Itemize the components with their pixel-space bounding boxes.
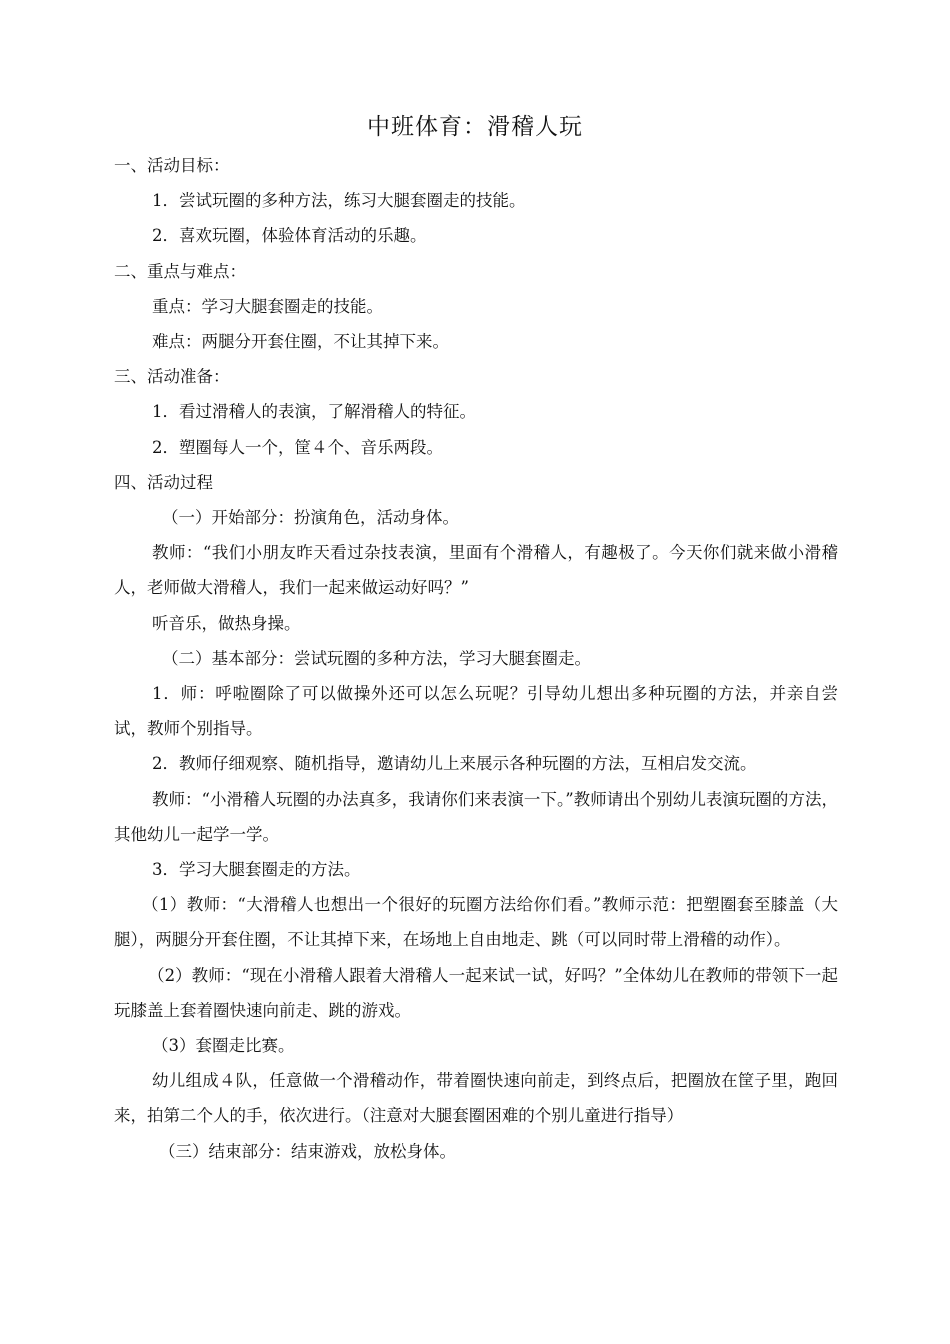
page-title: 中班体育：滑稽人玩 bbox=[367, 114, 583, 140]
section-heading-preparation: 三、活动准备： bbox=[114, 367, 230, 387]
process-substep-1: （1）教师：“大滑稽人也想出一个很好的玩圈方法给你们看。”教师示范：把塑圈套至膝盖（大腿），两腿分开套住圈，不让其掉下来，在场地上自由地走、跳（可以同时带上滑稽的动作）。 bbox=[114, 895, 838, 950]
process-step-1: 1．师：呼啦圈除了可以做操外还可以怎么玩呢？引导幼儿想出多种玩圈的方法，并亲自尝试，教师个别指导。 bbox=[114, 684, 838, 739]
process-paragraph: 听音乐，做热身操。 bbox=[152, 613, 301, 633]
goal-item-2: 2．喜欢玩圈，体验体育活动的乐趣。 bbox=[152, 226, 427, 246]
process-part-3-heading: （三）结束部分：结束游戏，放松身体。 bbox=[159, 1141, 456, 1161]
key-point: 重点：学习大腿套圈走的技能。 bbox=[152, 296, 383, 316]
process-step-3: 3．学习大腿套圈走的方法。 bbox=[152, 860, 361, 880]
process-paragraph: 教师：“小滑稽人玩圈的办法真多，我请你们来表演一下。”教师请出个别幼儿表演玩圈的方法，其他幼儿一起学一学。 bbox=[114, 789, 838, 844]
goal-item-1: 1．尝试玩圈的多种方法，练习大腿套圈走的技能。 bbox=[152, 191, 526, 211]
process-paragraph: 教师：“我们小朋友昨天看过杂技表演，里面有个滑稽人，有趣极了。今天你们就来做小滑稽人，老师做大滑稽人，我们一起来做运动好吗？” bbox=[114, 543, 838, 598]
section-heading-key-points: 二、重点与难点： bbox=[114, 261, 246, 281]
difficult-point: 难点：两腿分开套住圈，不让其掉下来。 bbox=[152, 332, 449, 352]
process-paragraph: 幼儿组成４队，任意做一个滑稽动作，带着圈快速向前走，到终点后，把圈放在筐子里，跑回来，拍第二个人的手，依次进行。（注意对大腿套圈困难的个别儿童进行指导） bbox=[114, 1071, 838, 1126]
preparation-item-1: 1．看过滑稽人的表演，了解滑稽人的特征。 bbox=[152, 402, 476, 422]
section-heading-process: 四、活动过程 bbox=[114, 472, 213, 492]
process-substep-2: （2）教师：“现在小滑稽人跟着大滑稽人一起来试一试，好吗？”全体幼儿在教师的带领下一起玩膝盖上套着圈快速向前走、跳的游戏。 bbox=[114, 965, 838, 1020]
process-part-1-heading: （一）开始部分：扮演角色，活动身体。 bbox=[162, 508, 459, 528]
process-part-2-heading: （二）基本部分：尝试玩圈的多种方法，学习大腿套圈走。 bbox=[162, 648, 591, 668]
process-substep-3: （3）套圈走比赛。 bbox=[152, 1036, 295, 1056]
document-body bbox=[114, 148, 838, 1169]
section-heading-goals: 一、活动目标： bbox=[114, 156, 230, 175]
process-step-2: 2．教师仔细观察、随机指导，邀请幼儿上来展示各种玩圈的方法，互相启发交流。 bbox=[152, 754, 757, 774]
preparation-item-2: 2．塑圈每人一个，筐４个、音乐两段。 bbox=[152, 437, 443, 457]
